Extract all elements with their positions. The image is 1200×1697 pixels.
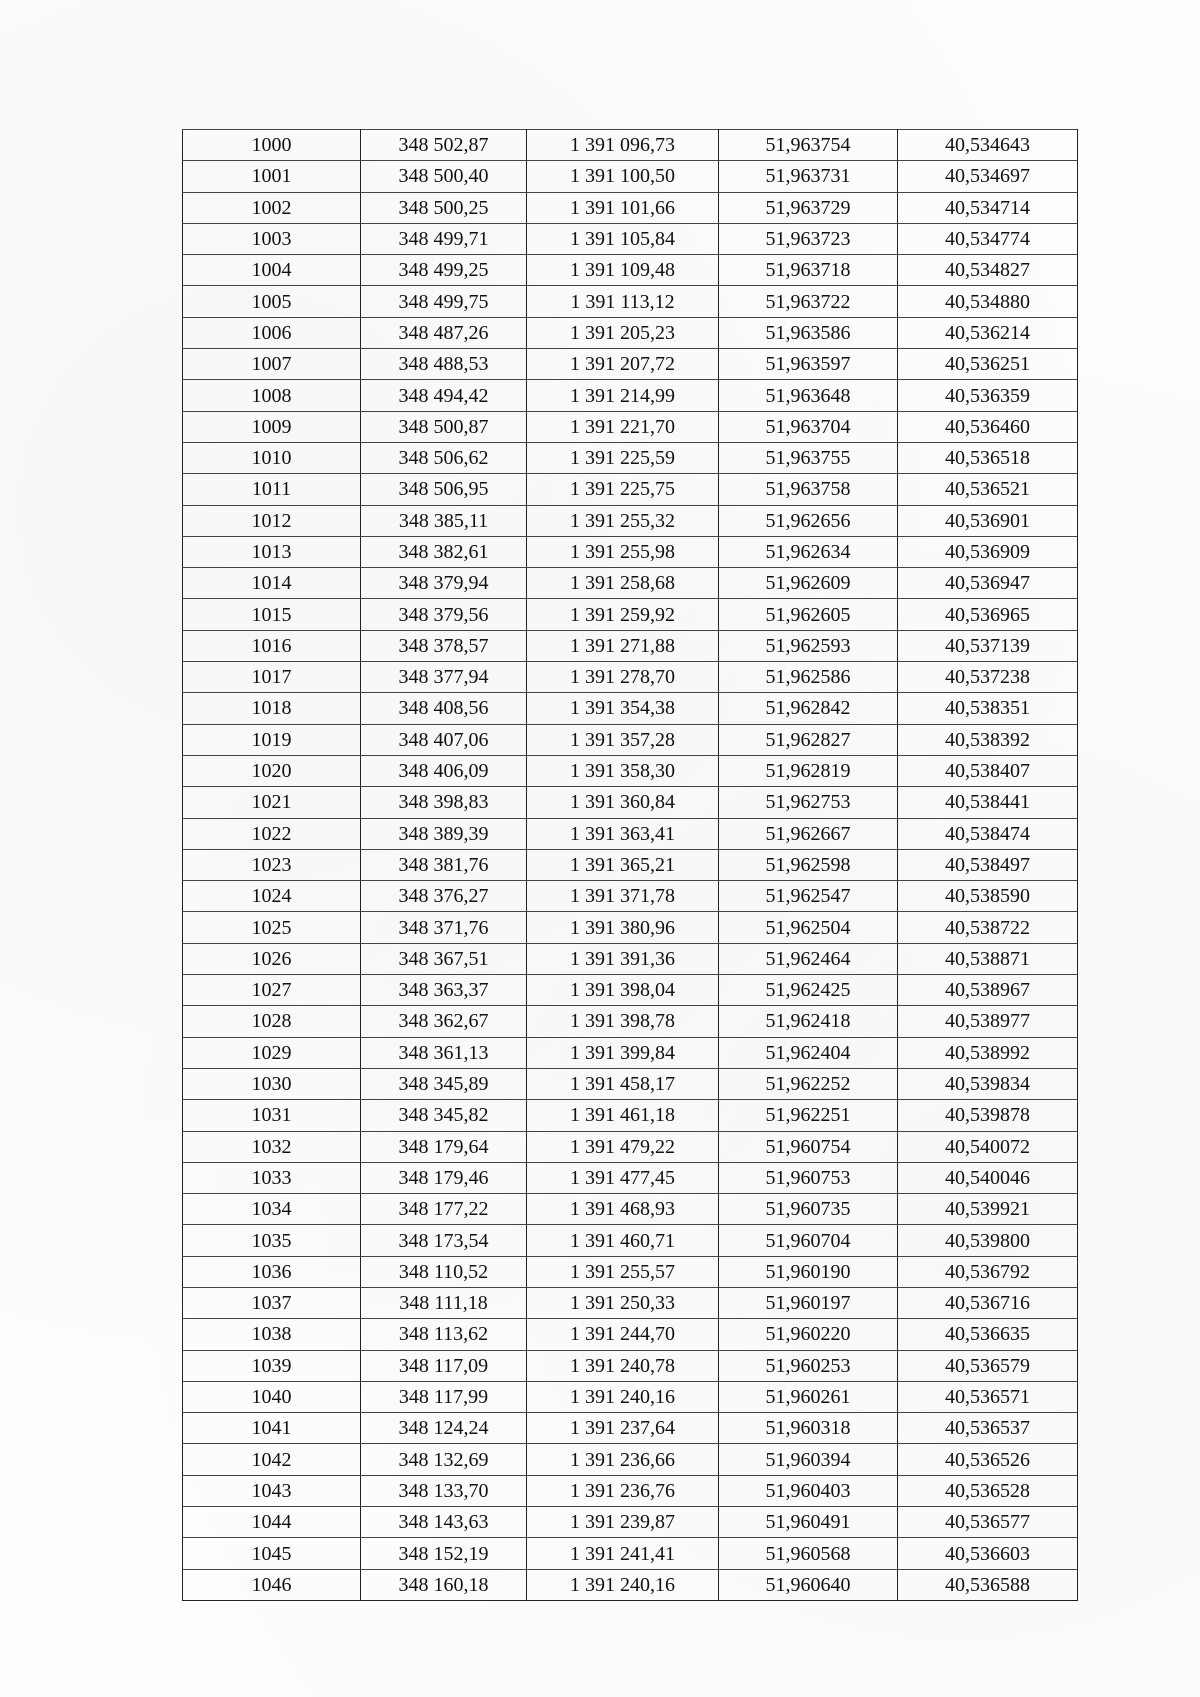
x-coordinate-cell: 348 488,53 — [361, 349, 527, 380]
latitude-cell: 51,962656 — [719, 505, 898, 536]
longitude-cell: 40,538871 — [898, 943, 1078, 974]
y-coordinate-cell: 1 391 240,16 — [527, 1569, 719, 1600]
x-coordinate-cell: 348 407,06 — [361, 724, 527, 755]
table-row — [183, 1507, 1078, 1538]
point-number-cell: 1036 — [183, 1256, 361, 1287]
longitude-cell: 40,536460 — [898, 411, 1078, 442]
latitude-cell: 51,960704 — [719, 1225, 898, 1256]
y-coordinate-cell: 1 391 101,66 — [527, 192, 719, 223]
latitude-cell: 51,962842 — [719, 693, 898, 724]
point-number-cell: 1024 — [183, 881, 361, 912]
longitude-cell: 40,537238 — [898, 662, 1078, 693]
longitude-cell: 40,534697 — [898, 161, 1078, 192]
table-row — [183, 599, 1078, 630]
y-coordinate-cell: 1 391 225,59 — [527, 442, 719, 473]
table-row — [183, 630, 1078, 661]
latitude-cell: 51,963731 — [719, 161, 898, 192]
y-coordinate-cell: 1 391 365,21 — [527, 849, 719, 880]
latitude-cell: 51,963758 — [719, 474, 898, 505]
latitude-cell: 51,963704 — [719, 411, 898, 442]
x-coordinate-cell: 348 160,18 — [361, 1569, 527, 1600]
x-coordinate-cell: 348 385,11 — [361, 505, 527, 536]
x-coordinate-cell: 348 111,18 — [361, 1287, 527, 1318]
latitude-cell: 51,963723 — [719, 223, 898, 254]
y-coordinate-cell: 1 391 354,38 — [527, 693, 719, 724]
y-coordinate-cell: 1 391 205,23 — [527, 317, 719, 348]
y-coordinate-cell: 1 391 391,36 — [527, 943, 719, 974]
latitude-cell: 51,960220 — [719, 1319, 898, 1350]
latitude-cell: 51,960754 — [719, 1131, 898, 1162]
longitude-cell: 40,536571 — [898, 1381, 1078, 1412]
x-coordinate-cell: 348 152,19 — [361, 1538, 527, 1569]
latitude-cell: 51,962605 — [719, 599, 898, 630]
x-coordinate-cell: 348 502,87 — [361, 130, 527, 161]
point-number-cell: 1037 — [183, 1287, 361, 1318]
point-number-cell: 1030 — [183, 1068, 361, 1099]
table-row — [183, 1194, 1078, 1225]
point-number-cell: 1032 — [183, 1131, 361, 1162]
y-coordinate-cell: 1 391 207,72 — [527, 349, 719, 380]
table-row — [183, 380, 1078, 411]
point-number-cell: 1015 — [183, 599, 361, 630]
point-number-cell: 1031 — [183, 1100, 361, 1131]
longitude-cell: 40,538441 — [898, 787, 1078, 818]
y-coordinate-cell: 1 391 096,73 — [527, 130, 719, 161]
latitude-cell: 51,963755 — [719, 442, 898, 473]
latitude-cell: 51,963722 — [719, 286, 898, 317]
latitude-cell: 51,963729 — [719, 192, 898, 223]
point-number-cell: 1029 — [183, 1037, 361, 1068]
table-row — [183, 1162, 1078, 1193]
longitude-cell: 40,534714 — [898, 192, 1078, 223]
longitude-cell: 40,536901 — [898, 505, 1078, 536]
point-number-cell: 1005 — [183, 286, 361, 317]
longitude-cell: 40,536214 — [898, 317, 1078, 348]
point-number-cell: 1007 — [183, 349, 361, 380]
coordinates-table — [182, 129, 1078, 1601]
latitude-cell: 51,962753 — [719, 787, 898, 818]
longitude-cell: 40,536579 — [898, 1350, 1078, 1381]
point-number-cell: 1021 — [183, 787, 361, 818]
y-coordinate-cell: 1 391 241,41 — [527, 1538, 719, 1569]
y-coordinate-cell: 1 391 363,41 — [527, 818, 719, 849]
x-coordinate-cell: 348 132,69 — [361, 1444, 527, 1475]
table-row — [183, 130, 1078, 161]
point-number-cell: 1003 — [183, 223, 361, 254]
y-coordinate-cell: 1 391 479,22 — [527, 1131, 719, 1162]
table-row — [183, 1256, 1078, 1287]
longitude-cell: 40,534880 — [898, 286, 1078, 317]
point-number-cell: 1039 — [183, 1350, 361, 1381]
table-row — [183, 1413, 1078, 1444]
latitude-cell: 51,960261 — [719, 1381, 898, 1412]
y-coordinate-cell: 1 391 236,66 — [527, 1444, 719, 1475]
x-coordinate-cell: 348 117,99 — [361, 1381, 527, 1412]
x-coordinate-cell: 348 379,56 — [361, 599, 527, 630]
y-coordinate-cell: 1 391 255,32 — [527, 505, 719, 536]
longitude-cell: 40,536359 — [898, 380, 1078, 411]
longitude-cell: 40,540072 — [898, 1131, 1078, 1162]
x-coordinate-cell: 348 500,40 — [361, 161, 527, 192]
x-coordinate-cell: 348 179,64 — [361, 1131, 527, 1162]
table-row — [183, 724, 1078, 755]
point-number-cell: 1001 — [183, 161, 361, 192]
latitude-cell: 51,960190 — [719, 1256, 898, 1287]
point-number-cell: 1022 — [183, 818, 361, 849]
longitude-cell: 40,538351 — [898, 693, 1078, 724]
latitude-cell: 51,963597 — [719, 349, 898, 380]
table-row — [183, 662, 1078, 693]
point-number-cell: 1025 — [183, 912, 361, 943]
point-number-cell: 1008 — [183, 380, 361, 411]
y-coordinate-cell: 1 391 259,92 — [527, 599, 719, 630]
x-coordinate-cell: 348 133,70 — [361, 1475, 527, 1506]
longitude-cell: 40,537139 — [898, 630, 1078, 661]
latitude-cell: 51,962827 — [719, 724, 898, 755]
table-row — [183, 474, 1078, 505]
latitude-cell: 51,962404 — [719, 1037, 898, 1068]
latitude-cell: 51,963754 — [719, 130, 898, 161]
latitude-cell: 51,962425 — [719, 975, 898, 1006]
longitude-cell: 40,538392 — [898, 724, 1078, 755]
x-coordinate-cell: 348 500,87 — [361, 411, 527, 442]
y-coordinate-cell: 1 391 399,84 — [527, 1037, 719, 1068]
latitude-cell: 51,962586 — [719, 662, 898, 693]
table-row — [183, 1319, 1078, 1350]
point-number-cell: 1013 — [183, 536, 361, 567]
x-coordinate-cell: 348 110,52 — [361, 1256, 527, 1287]
x-coordinate-cell: 348 367,51 — [361, 943, 527, 974]
y-coordinate-cell: 1 391 360,84 — [527, 787, 719, 818]
x-coordinate-cell: 348 113,62 — [361, 1319, 527, 1350]
latitude-cell: 51,962598 — [719, 849, 898, 880]
point-number-cell: 1009 — [183, 411, 361, 442]
y-coordinate-cell: 1 391 244,70 — [527, 1319, 719, 1350]
table-row — [183, 1538, 1078, 1569]
y-coordinate-cell: 1 391 100,50 — [527, 161, 719, 192]
longitude-cell: 40,536716 — [898, 1287, 1078, 1318]
x-coordinate-cell: 348 173,54 — [361, 1225, 527, 1256]
point-number-cell: 1044 — [183, 1507, 361, 1538]
x-coordinate-cell: 348 406,09 — [361, 755, 527, 786]
x-coordinate-cell: 348 361,13 — [361, 1037, 527, 1068]
latitude-cell: 51,960753 — [719, 1162, 898, 1193]
point-number-cell: 1016 — [183, 630, 361, 661]
longitude-cell: 40,539878 — [898, 1100, 1078, 1131]
table-row — [183, 1037, 1078, 1068]
x-coordinate-cell: 348 362,67 — [361, 1006, 527, 1037]
y-coordinate-cell: 1 391 214,99 — [527, 380, 719, 411]
latitude-cell: 51,962667 — [719, 818, 898, 849]
coordinates-table-body — [183, 130, 1078, 1601]
x-coordinate-cell: 348 177,22 — [361, 1194, 527, 1225]
y-coordinate-cell: 1 391 113,12 — [527, 286, 719, 317]
table-row — [183, 1131, 1078, 1162]
point-number-cell: 1019 — [183, 724, 361, 755]
latitude-cell: 51,960640 — [719, 1569, 898, 1600]
longitude-cell: 40,536909 — [898, 536, 1078, 567]
longitude-cell: 40,536792 — [898, 1256, 1078, 1287]
y-coordinate-cell: 1 391 380,96 — [527, 912, 719, 943]
y-coordinate-cell: 1 391 460,71 — [527, 1225, 719, 1256]
point-number-cell: 1014 — [183, 568, 361, 599]
longitude-cell: 40,538977 — [898, 1006, 1078, 1037]
longitude-cell: 40,536518 — [898, 442, 1078, 473]
x-coordinate-cell: 348 499,71 — [361, 223, 527, 254]
latitude-cell: 51,962634 — [719, 536, 898, 567]
table-row — [183, 536, 1078, 567]
table-row — [183, 881, 1078, 912]
point-number-cell: 1017 — [183, 662, 361, 693]
y-coordinate-cell: 1 391 458,17 — [527, 1068, 719, 1099]
x-coordinate-cell: 348 371,76 — [361, 912, 527, 943]
point-number-cell: 1028 — [183, 1006, 361, 1037]
x-coordinate-cell: 348 499,25 — [361, 255, 527, 286]
y-coordinate-cell: 1 391 461,18 — [527, 1100, 719, 1131]
latitude-cell: 51,960568 — [719, 1538, 898, 1569]
x-coordinate-cell: 348 382,61 — [361, 536, 527, 567]
x-coordinate-cell: 348 117,09 — [361, 1350, 527, 1381]
table-row — [183, 787, 1078, 818]
longitude-cell: 40,538497 — [898, 849, 1078, 880]
table-row — [183, 912, 1078, 943]
y-coordinate-cell: 1 391 477,45 — [527, 1162, 719, 1193]
y-coordinate-cell: 1 391 468,93 — [527, 1194, 719, 1225]
longitude-cell: 40,538967 — [898, 975, 1078, 1006]
table-row — [183, 161, 1078, 192]
table-row — [183, 1068, 1078, 1099]
latitude-cell: 51,960491 — [719, 1507, 898, 1538]
table-row — [183, 317, 1078, 348]
longitude-cell: 40,534827 — [898, 255, 1078, 286]
latitude-cell: 51,962251 — [719, 1100, 898, 1131]
point-number-cell: 1033 — [183, 1162, 361, 1193]
point-number-cell: 1011 — [183, 474, 361, 505]
longitude-cell: 40,539800 — [898, 1225, 1078, 1256]
x-coordinate-cell: 348 378,57 — [361, 630, 527, 661]
y-coordinate-cell: 1 391 358,30 — [527, 755, 719, 786]
table-row — [183, 1006, 1078, 1037]
latitude-cell: 51,963648 — [719, 380, 898, 411]
point-number-cell: 1010 — [183, 442, 361, 473]
table-row — [183, 1444, 1078, 1475]
x-coordinate-cell: 348 506,95 — [361, 474, 527, 505]
y-coordinate-cell: 1 391 255,57 — [527, 1256, 719, 1287]
longitude-cell: 40,538992 — [898, 1037, 1078, 1068]
table-row — [183, 349, 1078, 380]
x-coordinate-cell: 348 377,94 — [361, 662, 527, 693]
y-coordinate-cell: 1 391 221,70 — [527, 411, 719, 442]
x-coordinate-cell: 348 494,42 — [361, 380, 527, 411]
point-number-cell: 1012 — [183, 505, 361, 536]
table-row — [183, 192, 1078, 223]
point-number-cell: 1038 — [183, 1319, 361, 1350]
point-number-cell: 1027 — [183, 975, 361, 1006]
latitude-cell: 51,962418 — [719, 1006, 898, 1037]
table-row — [183, 1475, 1078, 1506]
table-row — [183, 1381, 1078, 1412]
point-number-cell: 1040 — [183, 1381, 361, 1412]
longitude-cell: 40,538590 — [898, 881, 1078, 912]
longitude-cell: 40,536965 — [898, 599, 1078, 630]
table-row — [183, 849, 1078, 880]
table-row — [183, 223, 1078, 254]
x-coordinate-cell: 348 499,75 — [361, 286, 527, 317]
latitude-cell: 51,962609 — [719, 568, 898, 599]
latitude-cell: 51,962819 — [719, 755, 898, 786]
latitude-cell: 51,962464 — [719, 943, 898, 974]
y-coordinate-cell: 1 391 371,78 — [527, 881, 719, 912]
longitude-cell: 40,536577 — [898, 1507, 1078, 1538]
latitude-cell: 51,960735 — [719, 1194, 898, 1225]
latitude-cell: 51,960394 — [719, 1444, 898, 1475]
x-coordinate-cell: 348 500,25 — [361, 192, 527, 223]
latitude-cell: 51,962547 — [719, 881, 898, 912]
y-coordinate-cell: 1 391 105,84 — [527, 223, 719, 254]
latitude-cell: 51,960318 — [719, 1413, 898, 1444]
x-coordinate-cell: 348 398,83 — [361, 787, 527, 818]
point-number-cell: 1042 — [183, 1444, 361, 1475]
table-row — [183, 975, 1078, 1006]
point-number-cell: 1043 — [183, 1475, 361, 1506]
x-coordinate-cell: 348 408,56 — [361, 693, 527, 724]
longitude-cell: 40,534774 — [898, 223, 1078, 254]
longitude-cell: 40,538722 — [898, 912, 1078, 943]
longitude-cell: 40,536537 — [898, 1413, 1078, 1444]
x-coordinate-cell: 348 379,94 — [361, 568, 527, 599]
x-coordinate-cell: 348 487,26 — [361, 317, 527, 348]
table-row — [183, 693, 1078, 724]
longitude-cell: 40,539921 — [898, 1194, 1078, 1225]
point-number-cell: 1000 — [183, 130, 361, 161]
table-row — [183, 1350, 1078, 1381]
point-number-cell: 1020 — [183, 755, 361, 786]
y-coordinate-cell: 1 391 250,33 — [527, 1287, 719, 1318]
y-coordinate-cell: 1 391 398,78 — [527, 1006, 719, 1037]
y-coordinate-cell: 1 391 398,04 — [527, 975, 719, 1006]
y-coordinate-cell: 1 391 109,48 — [527, 255, 719, 286]
point-number-cell: 1018 — [183, 693, 361, 724]
point-number-cell: 1026 — [183, 943, 361, 974]
x-coordinate-cell: 348 179,46 — [361, 1162, 527, 1193]
latitude-cell: 51,960253 — [719, 1350, 898, 1381]
longitude-cell: 40,538407 — [898, 755, 1078, 786]
table-row — [183, 818, 1078, 849]
x-coordinate-cell: 348 345,89 — [361, 1068, 527, 1099]
x-coordinate-cell: 348 381,76 — [361, 849, 527, 880]
point-number-cell: 1023 — [183, 849, 361, 880]
point-number-cell: 1002 — [183, 192, 361, 223]
y-coordinate-cell: 1 391 278,70 — [527, 662, 719, 693]
y-coordinate-cell: 1 391 225,75 — [527, 474, 719, 505]
latitude-cell: 51,960197 — [719, 1287, 898, 1318]
y-coordinate-cell: 1 391 255,98 — [527, 536, 719, 567]
x-coordinate-cell: 348 506,62 — [361, 442, 527, 473]
x-coordinate-cell: 348 363,37 — [361, 975, 527, 1006]
longitude-cell: 40,536251 — [898, 349, 1078, 380]
y-coordinate-cell: 1 391 240,78 — [527, 1350, 719, 1381]
longitude-cell: 40,536635 — [898, 1319, 1078, 1350]
latitude-cell: 51,963586 — [719, 317, 898, 348]
table-row — [183, 943, 1078, 974]
latitude-cell: 51,963718 — [719, 255, 898, 286]
point-number-cell: 1046 — [183, 1569, 361, 1600]
y-coordinate-cell: 1 391 271,88 — [527, 630, 719, 661]
point-number-cell: 1004 — [183, 255, 361, 286]
y-coordinate-cell: 1 391 240,16 — [527, 1381, 719, 1412]
x-coordinate-cell: 348 143,63 — [361, 1507, 527, 1538]
x-coordinate-cell: 348 376,27 — [361, 881, 527, 912]
table-row — [183, 286, 1078, 317]
table-row — [183, 255, 1078, 286]
y-coordinate-cell: 1 391 236,76 — [527, 1475, 719, 1506]
point-number-cell: 1034 — [183, 1194, 361, 1225]
longitude-cell: 40,538474 — [898, 818, 1078, 849]
table-row — [183, 505, 1078, 536]
longitude-cell: 40,536528 — [898, 1475, 1078, 1506]
longitude-cell: 40,536947 — [898, 568, 1078, 599]
table-row — [183, 1225, 1078, 1256]
y-coordinate-cell: 1 391 357,28 — [527, 724, 719, 755]
y-coordinate-cell: 1 391 239,87 — [527, 1507, 719, 1538]
table-row — [183, 442, 1078, 473]
latitude-cell: 51,962593 — [719, 630, 898, 661]
point-number-cell: 1045 — [183, 1538, 361, 1569]
table-row — [183, 755, 1078, 786]
point-number-cell: 1035 — [183, 1225, 361, 1256]
longitude-cell: 40,539834 — [898, 1068, 1078, 1099]
x-coordinate-cell: 348 124,24 — [361, 1413, 527, 1444]
latitude-cell: 51,962504 — [719, 912, 898, 943]
x-coordinate-cell: 348 389,39 — [361, 818, 527, 849]
longitude-cell: 40,536588 — [898, 1569, 1078, 1600]
longitude-cell: 40,536526 — [898, 1444, 1078, 1475]
latitude-cell: 51,960403 — [719, 1475, 898, 1506]
table-row — [183, 1569, 1078, 1600]
latitude-cell: 51,962252 — [719, 1068, 898, 1099]
table-row — [183, 1287, 1078, 1318]
x-coordinate-cell: 348 345,82 — [361, 1100, 527, 1131]
longitude-cell: 40,534643 — [898, 130, 1078, 161]
y-coordinate-cell: 1 391 237,64 — [527, 1413, 719, 1444]
table-row — [183, 411, 1078, 442]
point-number-cell: 1041 — [183, 1413, 361, 1444]
table-row — [183, 1100, 1078, 1131]
y-coordinate-cell: 1 391 258,68 — [527, 568, 719, 599]
longitude-cell: 40,536603 — [898, 1538, 1078, 1569]
longitude-cell: 40,540046 — [898, 1162, 1078, 1193]
point-number-cell: 1006 — [183, 317, 361, 348]
longitude-cell: 40,536521 — [898, 474, 1078, 505]
table-row — [183, 568, 1078, 599]
